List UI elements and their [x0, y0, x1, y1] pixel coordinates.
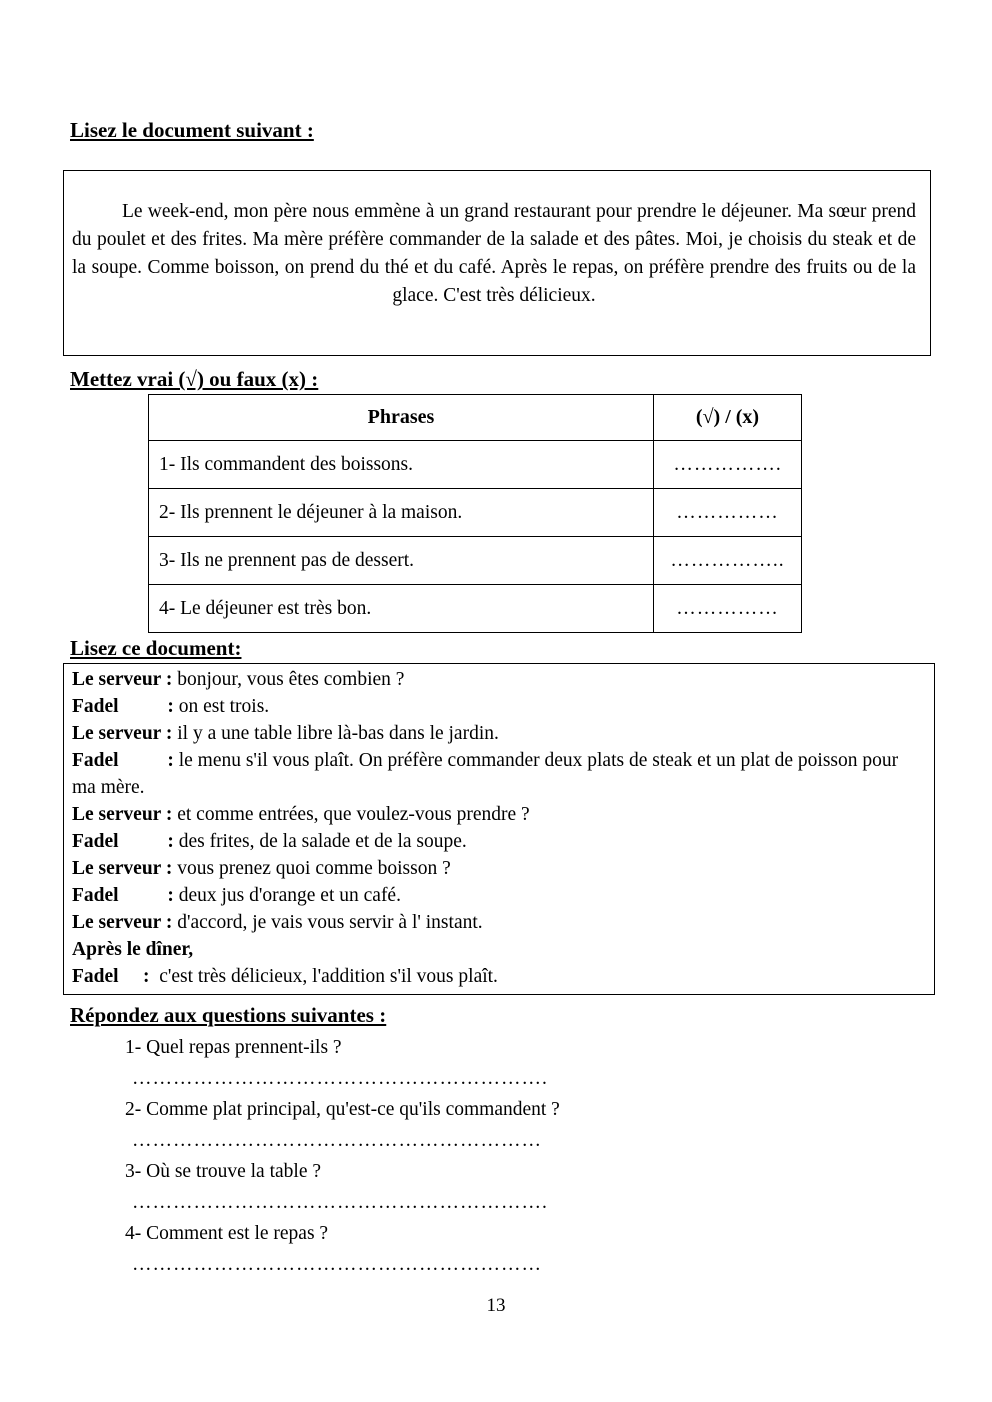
dialogue-text: deux jus d'orange et un café. [173, 885, 401, 906]
answer-dots: ……………………………………………………. [132, 1068, 548, 1089]
answer-cell: …………… [654, 585, 802, 633]
speaker-name: Le serveur : [72, 858, 173, 879]
dialogue-text: il y a une table libre là-bas dans le jardin. [172, 723, 499, 744]
speaker-name: Fadel : [72, 750, 174, 771]
speaker-name: Fadel : [72, 696, 174, 717]
answer-cell: ……………. [654, 441, 802, 489]
dialogue-box [63, 663, 935, 995]
dialogue-line [72, 828, 922, 855]
reading-passage-box [63, 170, 931, 356]
dialogue-line [72, 666, 922, 693]
table-row [149, 489, 802, 537]
dialogue-line [72, 909, 922, 936]
answer-cell: …………….. [654, 537, 802, 585]
dialogue-text: on est trois. [173, 696, 270, 717]
dialogue-text: et comme entrées, que voulez-vous prendre ? [172, 804, 530, 825]
dialogue-text: bonjour, vous êtes combien ? [172, 669, 405, 690]
dialogue-text: vous prenez quoi comme boisson ? [172, 858, 451, 879]
dialogue-text: le menu s'il vous plaît. On préfère commander deux plats de steak et un plat de poisson pour ma mère. [72, 750, 903, 798]
speaker-name: Fadel : [72, 885, 174, 906]
table-header-phrases: Phrases [149, 395, 654, 441]
questions-list [70, 1032, 932, 1280]
question-item [70, 1156, 932, 1218]
dialogue-line [72, 693, 922, 720]
reading-passage: Le week-end, mon père nous emmène à un grand restaurant pour prendre le déjeuner. Ma sœur prend du poulet et des frites. Ma mère préfère commander de la salade et des pâtes. Moi, je choisis du steak et de la soupe. Comme boisson, on prend du thé et du café. Après le repas, on préfère prendre des fruits ou de la glace. C'est très délicieux. [72, 201, 916, 306]
table-header-row [149, 395, 802, 441]
phrase-cell: 1- Ils commandent des boissons. [149, 441, 654, 489]
dialogue-line [72, 963, 922, 990]
dialogue-text: c'est très délicieux, l'addition s'il vous plaît. [149, 966, 498, 987]
answer-dots: ……………………………………………………. [132, 1192, 548, 1213]
dialogue-line [72, 747, 922, 801]
question-item [70, 1218, 932, 1280]
speaker-name: Le serveur : [72, 804, 173, 825]
dialogue-line [72, 882, 922, 909]
true-false-table [148, 394, 802, 633]
questions-heading: Répondez aux questions suivantes : [70, 1003, 387, 1027]
phrase-cell: 2- Ils prennent le déjeuner à la maison. [149, 489, 654, 537]
speaker-name: Le serveur : [72, 912, 173, 933]
speaker-name: Fadel : [72, 966, 150, 987]
question-item [70, 1094, 932, 1156]
question-item [70, 1032, 932, 1094]
phrase-cell: 3- Ils ne prennent pas de dessert. [149, 537, 654, 585]
table-row [149, 585, 802, 633]
dialogue-heading: Lisez ce document: [70, 636, 242, 660]
speaker-name: Fadel : [72, 831, 174, 852]
speaker-name: Le serveur : [72, 669, 173, 690]
dialogue-line [72, 801, 922, 828]
question-text: 3- Où se trouve la table ? [125, 1161, 322, 1182]
phrase-cell: 4- Le déjeuner est très bon. [149, 585, 654, 633]
dialogue-line [72, 720, 922, 747]
dialogue-text: d'accord, je vais vous servir à l' instant. [172, 912, 483, 933]
table-row [149, 537, 802, 585]
reading-heading: Lisez le document suivant : [70, 118, 314, 142]
table-row [149, 441, 802, 489]
true-false-heading: Mettez vrai (√) ou faux (x) : [70, 367, 319, 391]
question-text: 4- Comment est le repas ? [125, 1223, 329, 1244]
answer-dots: …………………………………………………… [132, 1254, 542, 1275]
dialogue-line [72, 855, 922, 882]
table-header-answer: (√) / (x) [654, 395, 802, 441]
dialogue-line [72, 936, 922, 963]
answer-cell: …………… [654, 489, 802, 537]
page-number: 13 [486, 1295, 506, 1316]
dialogue-text: des frites, de la salade et de la soupe. [173, 831, 467, 852]
speaker-name: Le serveur : [72, 723, 173, 744]
answer-dots: …………………………………………………… [132, 1130, 542, 1151]
question-text: 1- Quel repas prennent-ils ? [125, 1037, 342, 1058]
question-text: 2- Comme plat principal, qu'est-ce qu'ils commandent ? [125, 1099, 560, 1120]
speaker-name: Après le dîner, [72, 939, 194, 960]
